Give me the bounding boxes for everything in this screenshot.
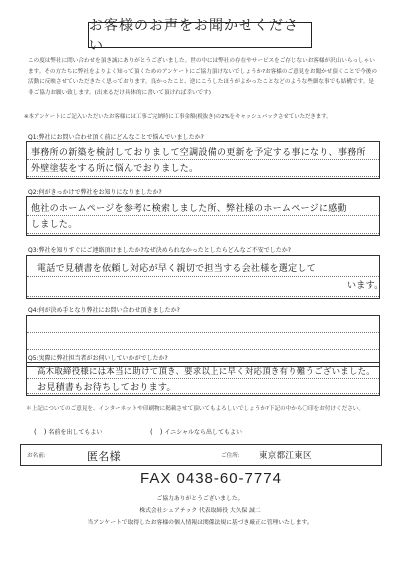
question-4-label: Q4:何が決め手となり弊社にお問い合わせ頂きましたか? — [28, 307, 180, 314]
name-value: 匿名様 — [87, 450, 121, 463]
question-1-label: Q1:弊社にお問い合わせ頂く前にどんなことで悩んでいましたか? — [28, 134, 204, 141]
question-3-label: Q3:弊社を知りすぐにご連絡頂けましたか?なぜ決められなかったとしたらどんなご不安でしたか? — [28, 247, 291, 254]
intro-text: この度は弊社に問い合わせを頂き誠にありがとうございました。世の中には弊社の存在やサービスをご存じないお客様が沢山いらっしゃいます。その方たちに弊社をよりよく知って頂くためのアンケートにご協力頂けないでしょうか?お客様のご意見をお聞かせ頂くことで今後の活動に反映させていただきたく思っております。良かったこと、逆にこうしたほうがよかったことなどのような些細な事でも結構です。是非ご協力お願い致します。(出来るだけ具体的に書いて頂ければ幸いです) — [28, 58, 377, 96]
choice-name-ok[interactable] — [34, 427, 102, 437]
question-2-answer-line-2: しました。 — [31, 220, 78, 230]
choice-initial-label: イニシャルなら出してもよい — [164, 429, 243, 436]
question-1-answer-line-1: 事務所の新築を検討しておりまして空調設備の更新を予定する事になり、事務所 — [31, 148, 366, 158]
company-text: 株式会社シェアテック 代表取締役 大久保 誠二 — [139, 508, 261, 514]
question-1-answer-box — [26, 141, 380, 179]
customer-info-box — [20, 444, 382, 466]
question-5-answer-box — [26, 362, 380, 396]
question-2-answer-line-1: 他社のホームページを参考に検索しました所、弊社様のホームページに感動 — [31, 204, 347, 214]
privacy-text: 当アンケートで取得したお客様の個人情報は関係法規に基づき厳正に管理いたします。 — [87, 520, 313, 526]
choice-initial-ok[interactable] — [150, 427, 242, 437]
question-2-answer-box — [26, 196, 380, 236]
fax-number: FAX 0438-60-7774 — [140, 470, 282, 487]
choice-name-checkbox[interactable]: ( ) — [34, 428, 47, 436]
choice-name-label: 名前を出してもよい — [48, 429, 103, 436]
thanks-text: ご協力ありがとうございました。 — [156, 496, 244, 502]
question-5-label: Q5:実際に弊社担当者がお伺いしていかがでしたか? — [28, 355, 168, 362]
choice-initial-checkbox[interactable]: ( ) — [150, 428, 163, 436]
question-3-answer-line-1: 電話で見積書を依頼し対応が早く親切で担当する会社様を選定して — [37, 264, 317, 274]
address-value: 東京都江東区 — [259, 451, 312, 461]
question-5-answer-line-1: 高木取締役様には本当に助けて頂き、要求以上に早く対応頂き有り難うございました。 — [37, 366, 375, 376]
address-label: ご住所: — [221, 453, 240, 459]
publication-permission-text: ＊上記についてのご意見を、インターネットや印刷物に掲載させて頂いてもよろしいでしょうか?下記の中から〇印をお付けください。 — [26, 406, 364, 412]
cashback-notice: ※本アンケートにご記入いただいたお客様には工事ご完納時に工事金額(税抜き)の2%をキャッシュバックさせていただきます。 — [24, 114, 332, 120]
question-3-answer-box — [26, 255, 384, 299]
question-5-answer-line-2: お見積書もお待ちしております。 — [37, 383, 176, 393]
question-2-label: Q2:何がきっかけで弊社をお知りになりましたか? — [28, 189, 162, 196]
name-label: お名前: — [27, 453, 46, 459]
question-1-answer-line-2: 外壁塗装をする所に悩んでおりました。 — [31, 164, 199, 174]
question-3-answer-line-2: います。 — [347, 281, 384, 291]
page-title: お客様のお声をお聞かせください — [88, 22, 312, 48]
